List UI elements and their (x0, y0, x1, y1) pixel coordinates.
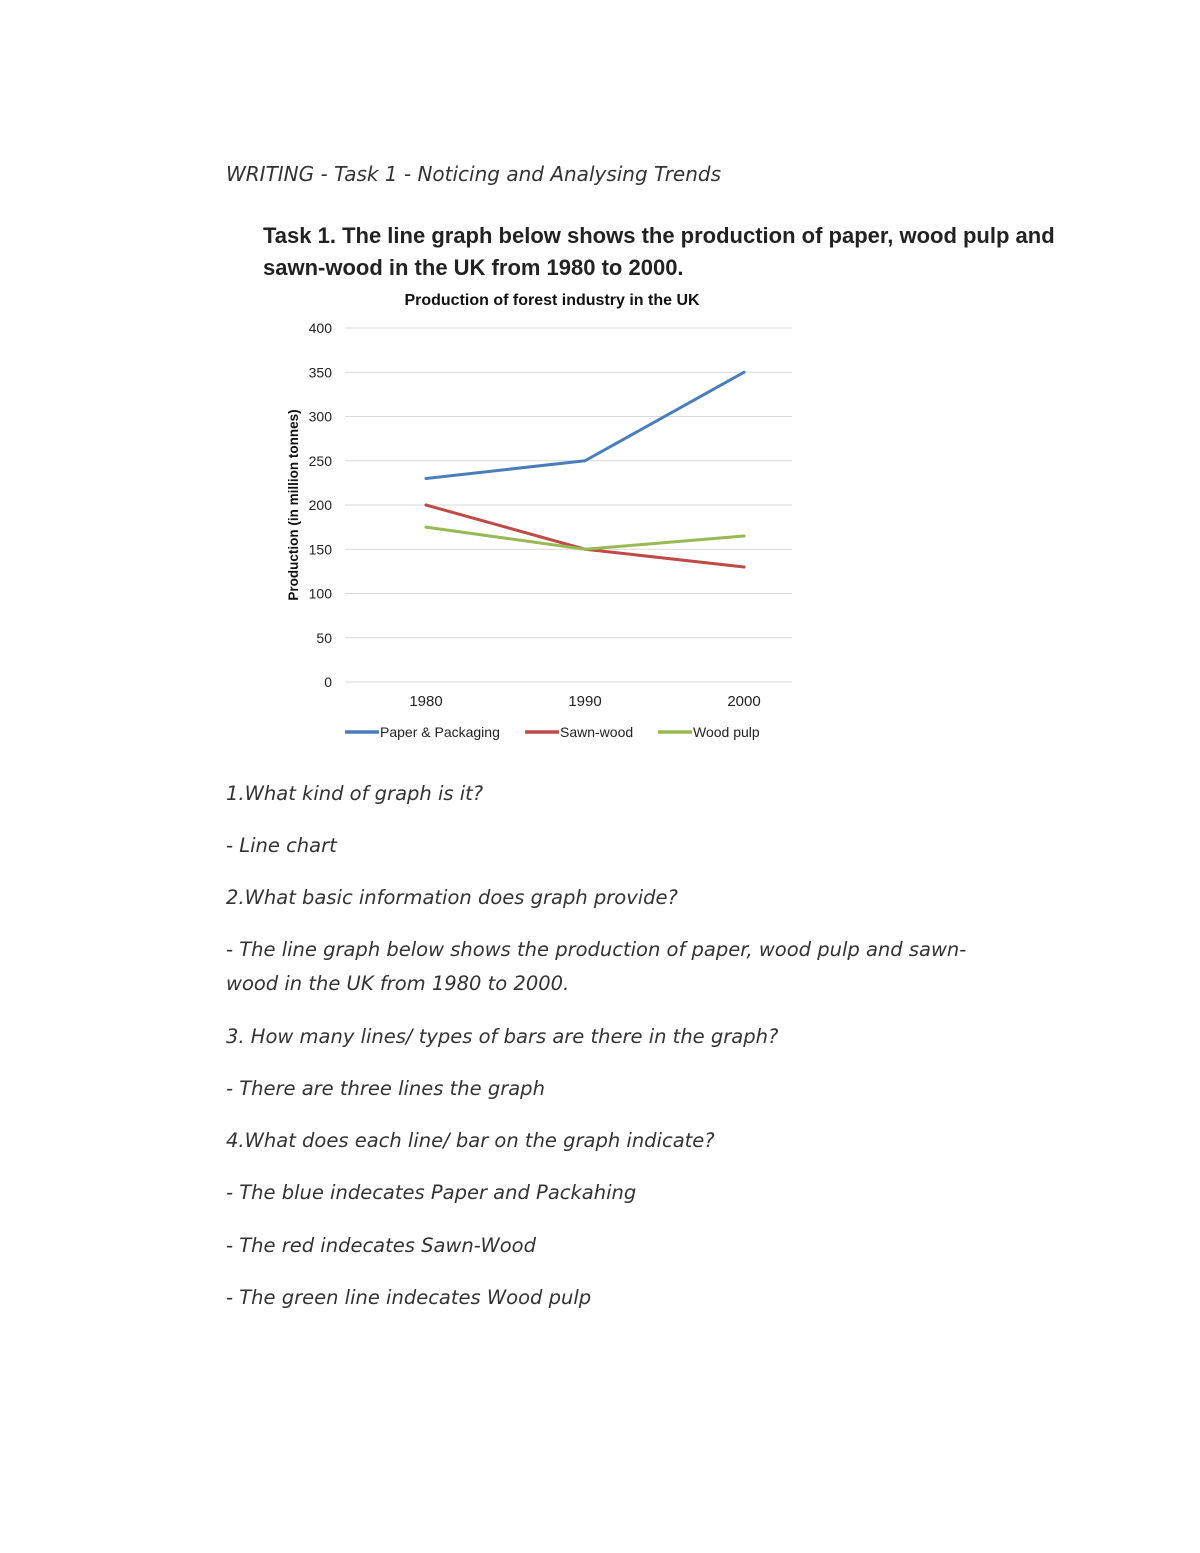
x-tick-label-1990: 1990 (568, 693, 602, 710)
question-3: 3. How many lines/ types of bars are there in the graph? (226, 1025, 779, 1048)
y-tick-label-150: 150 (308, 541, 332, 558)
y-tick-label-200: 200 (308, 497, 332, 513)
x-tick-label-1980: 1980 (409, 693, 443, 710)
data-point-paper-packaging-1980 (425, 477, 428, 480)
question-1: 1.What kind of graph is it? (226, 782, 484, 805)
forest-production-line-chart (270, 282, 810, 762)
answer-2-line-2: wood in the UK from 1980 to 2000. (226, 972, 570, 995)
answer-3: - There are three lines the graph (226, 1077, 545, 1100)
y-tick-label-250: 250 (308, 452, 332, 469)
y-tick-label-0: 0 (324, 674, 332, 690)
data-point-wood-pulp-1980 (425, 526, 428, 529)
data-point-paper-packaging-1990 (584, 459, 587, 462)
legend-label-sawn-wood: Sawn-wood (560, 724, 634, 740)
answer-1: - Line chart (226, 834, 337, 857)
data-point-wood-pulp-2000 (743, 534, 746, 537)
answer-2-line-1: - The line graph below shows the production of paper, wood pulp and sawn- (226, 938, 967, 961)
series-line-sawn-wood (426, 505, 744, 567)
data-point-sawn-wood-2000 (743, 565, 746, 568)
document-heading: WRITING - Task 1 - Noticing and Analysing Trends (226, 162, 722, 186)
chart-title: Production of forest industry in the UK (404, 292, 700, 309)
question-4: 4.What does each line/ bar on the graph indicate? (226, 1129, 715, 1152)
y-tick-label-50: 50 (316, 629, 332, 646)
task-prompt (263, 220, 1063, 284)
answer-4-blue: - The blue indecates Paper and Packahing (226, 1181, 637, 1204)
data-point-wood-pulp-1990 (584, 548, 587, 551)
task-prompt-line-2: sawn-wood in the UK from 1980 to 2000. (263, 255, 684, 280)
x-tick-label-2000: 2000 (727, 693, 761, 710)
answer-4-red: - The red indecates Sawn-Wood (226, 1234, 536, 1257)
y-tick-label-100: 100 (308, 585, 332, 602)
y-tick-label-400: 400 (308, 320, 332, 336)
question-2: 2.What basic information does graph provide? (226, 886, 678, 909)
series-line-paper-packaging (426, 372, 744, 478)
legend-label-paper-packaging: Paper & Packaging (380, 724, 500, 740)
series-line-wood-pulp (426, 527, 744, 549)
y-tick-label-300: 300 (308, 408, 332, 425)
answer-4-green: - The green line indecates Wood pulp (226, 1286, 592, 1309)
data-point-paper-packaging-2000 (743, 371, 746, 374)
task-prompt-line-1: Task 1. The line graph below shows the production of paper, wood pulp and (263, 223, 1055, 248)
data-point-sawn-wood-1980 (425, 504, 428, 507)
chart-y-axis-label: Production (in million tonnes) (286, 409, 301, 601)
y-tick-label-350: 350 (308, 364, 332, 381)
legend-label-wood-pulp: Wood pulp (693, 724, 760, 740)
